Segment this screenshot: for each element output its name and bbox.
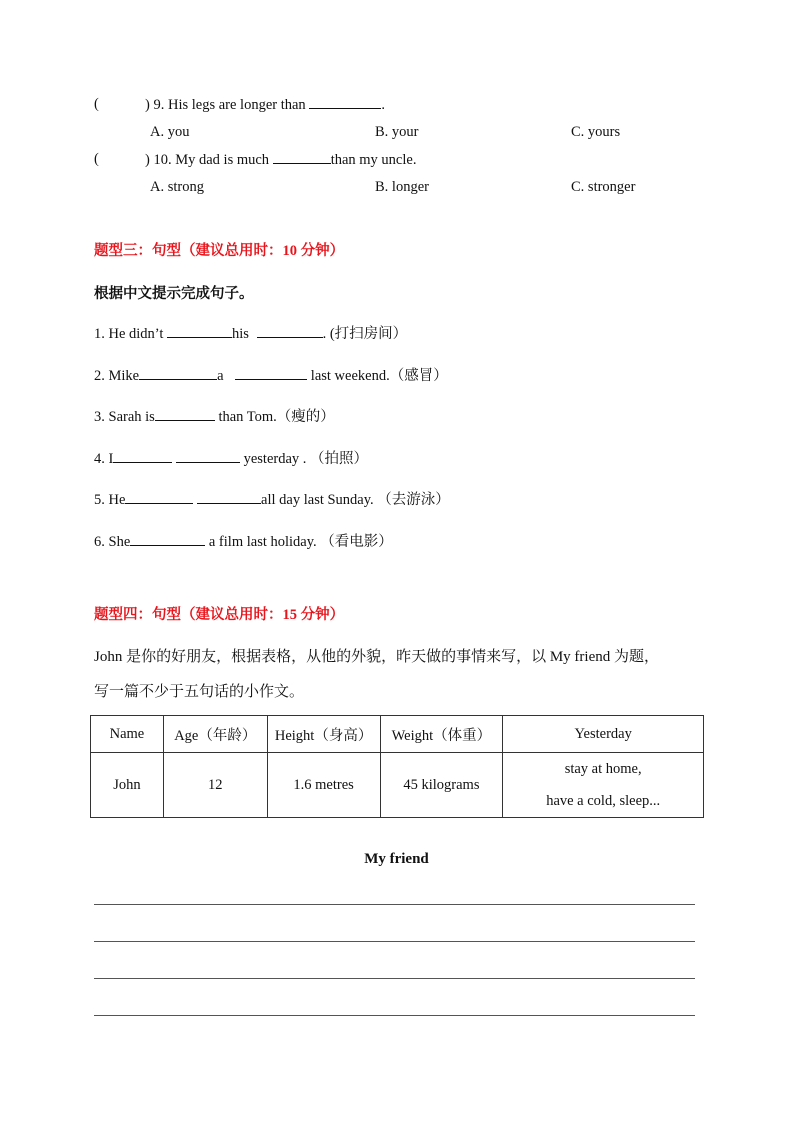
writing-line-1[interactable] [94, 904, 695, 905]
header-height: Height（身高） [267, 716, 380, 753]
info-table [90, 715, 704, 818]
sentence-5-blank-2[interactable] [197, 491, 261, 504]
sentence-1-text: 1. He didn’t [94, 326, 168, 342]
essay-title: My friend [364, 851, 429, 867]
cell-name: John [91, 753, 164, 818]
cell-yesterday [503, 753, 704, 818]
header-weight: Weight（体重） [380, 716, 503, 753]
sentence-3 [94, 405, 335, 426]
sentence-4-blank-2[interactable] [176, 450, 240, 463]
info-table-row [91, 753, 704, 818]
question-10-option-b: B. longer [375, 179, 429, 195]
section-4-instruction-line-2: 写一篇不少于五句话的小作文。 [94, 684, 305, 700]
question-10-text: 10. My dad is much [153, 152, 273, 168]
sentence-4-text: 4. I [94, 451, 114, 467]
sentence-4 [94, 447, 368, 468]
sentence-2-text: 2. Mike [94, 368, 140, 384]
answer-paren-open-10: ( [94, 151, 99, 167]
question-10-blank[interactable] [273, 151, 331, 164]
sentence-3-blank-1[interactable] [155, 408, 215, 421]
header-yesterday: Yesterday [503, 716, 704, 753]
sentence-5-blank-1[interactable] [125, 491, 193, 504]
sentence-6 [94, 530, 393, 551]
sentence-2-text: last weekend.（感冒） [307, 368, 448, 384]
answer-paren-close-9: ) [145, 97, 150, 113]
sentence-4-blank-1[interactable] [113, 450, 172, 463]
question-9-stem [145, 96, 385, 114]
sentence-2-blank-1[interactable] [139, 367, 217, 380]
question-10-option-a: A. strong [150, 179, 204, 195]
question-9-option-a: A. you [150, 124, 190, 140]
sentence-2-text: a [217, 368, 228, 384]
cell-height: 1.6 metres [267, 753, 380, 818]
section-3-title: 题型三：句型（建议总用时：10 分钟） [94, 243, 345, 259]
section-3-instruction: 根据中文提示完成句子。 [94, 286, 254, 302]
cell-yesterday-line-1: stay at home, [564, 761, 642, 777]
sentence-6-text: a film last holiday. （看电影） [205, 534, 393, 550]
sentence-2 [94, 364, 448, 385]
question-9-option-c: C. yours [571, 124, 621, 140]
question-9-blank[interactable] [309, 96, 381, 109]
section-4-title: 题型四：句型（建议总用时：15 分钟） [94, 607, 345, 623]
answer-paren-open-9: ( [94, 96, 99, 112]
writing-line-3[interactable] [94, 978, 695, 979]
answer-paren-close-10: ) [145, 152, 150, 168]
header-age: Age（年龄） [163, 716, 267, 753]
question-9-text: 9. His legs are longer than [153, 97, 310, 113]
sentence-1 [94, 322, 407, 343]
sentence-6-text: 6. She [94, 534, 131, 550]
sentence-1-blank-2[interactable] [257, 325, 323, 338]
question-9-option-b: B. your [375, 124, 419, 140]
question-10-stem [145, 151, 416, 169]
sentence-5-text: 5. He [94, 492, 126, 508]
sentence-1-text: . (打扫房间） [322, 326, 408, 342]
cell-yesterday-line-2: have a cold, sleep... [546, 793, 661, 809]
sentence-1-text: his [232, 326, 253, 342]
question-10-text-after: than my uncle. [330, 152, 417, 168]
sentence-4-text: yesterday . （拍照） [239, 451, 369, 467]
cell-age: 12 [163, 753, 267, 818]
sentence-3-text: 3. Sarah is [94, 409, 155, 425]
question-9-text-after: . [381, 97, 385, 113]
question-10-option-c: C. stronger [571, 179, 636, 195]
sentence-1-blank-1[interactable] [167, 325, 232, 338]
sentence-5-text: all day last Sunday. （去游泳） [261, 492, 450, 508]
writing-line-4[interactable] [94, 1015, 695, 1016]
sentence-3-text: than Tom.（瘦的） [214, 409, 335, 425]
cell-weight: 45 kilograms [380, 753, 503, 818]
writing-line-2[interactable] [94, 941, 695, 942]
header-name: Name [91, 716, 164, 753]
sentence-2-blank-2[interactable] [235, 367, 307, 380]
sentence-5 [94, 488, 450, 509]
section-4-instruction-line-1: John 是你的好朋友，根据表格，从他的外貌，昨天做的事情来写，以 My friend 为题， [94, 649, 659, 665]
info-table-header-row [91, 716, 704, 753]
sentence-6-blank-1[interactable] [130, 533, 205, 546]
